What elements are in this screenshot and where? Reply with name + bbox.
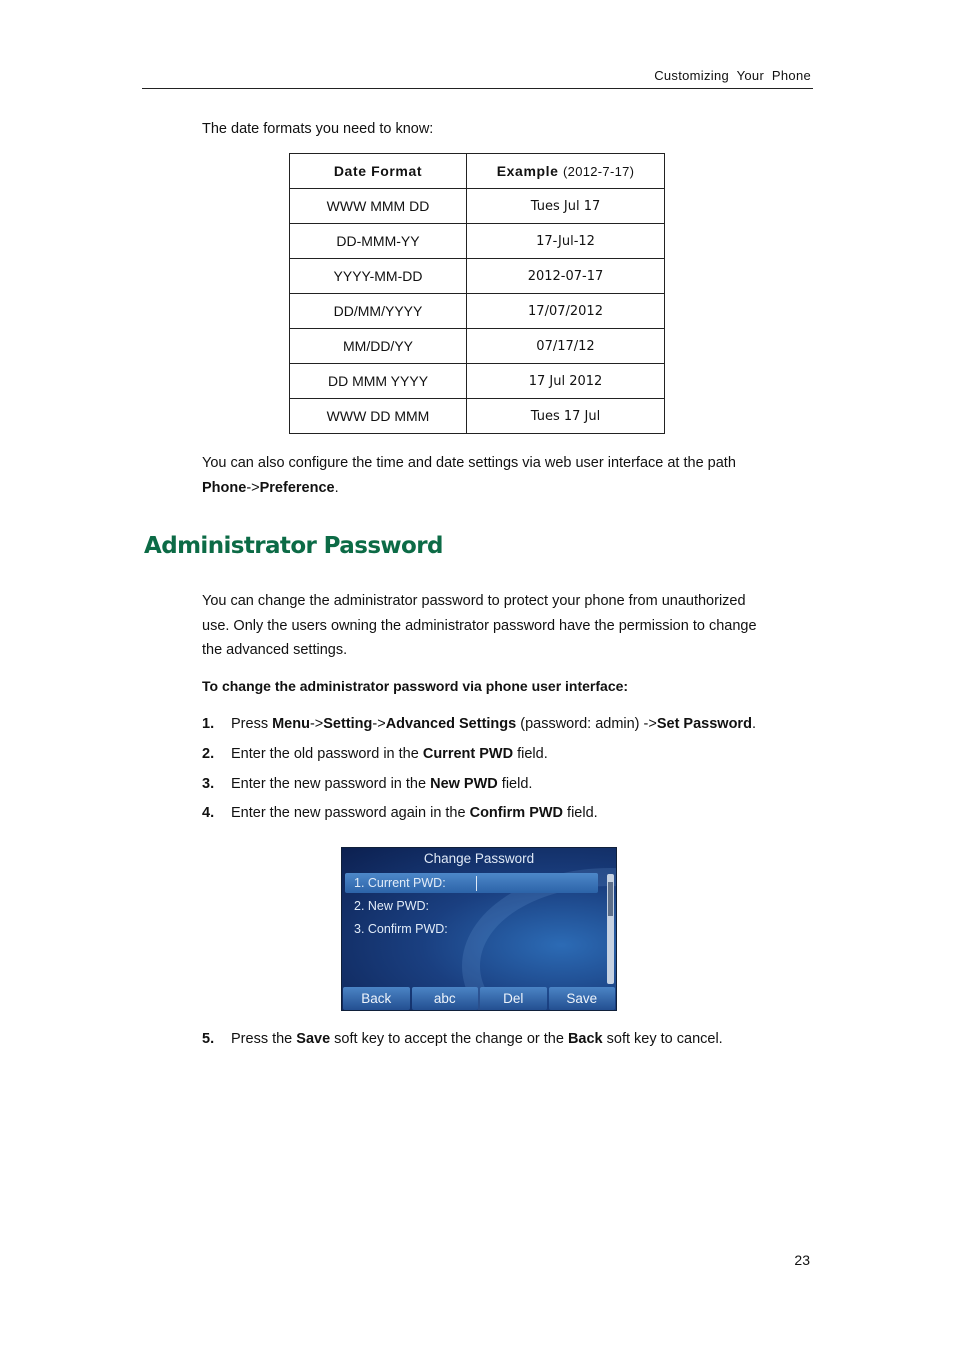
col-header-example <box>467 154 665 189</box>
confirm-pwd-label: 3. Confirm PWD: <box>354 922 448 936</box>
step-number: 2. <box>202 746 215 762</box>
web-ui-path-preference: Preference <box>259 479 335 496</box>
step-arrow: -> <box>372 716 386 732</box>
step-text: Enter the old password in the <box>231 746 423 762</box>
step-item <box>202 1031 723 1047</box>
table-row <box>290 329 665 364</box>
example-cell: Tues 17 Jul <box>467 399 665 434</box>
step-menu: Menu <box>272 716 310 732</box>
table-row <box>290 189 665 224</box>
col-header-example-label: Example <box>496 163 559 179</box>
date-format-cell: DD/MM/YYYY <box>290 294 467 329</box>
step-text: Press the <box>231 1031 297 1047</box>
section-body-line: the advanced settings. <box>202 642 348 658</box>
current-pwd-label: 1. Current PWD: <box>354 876 446 890</box>
col-header-date-format: Date Format <box>290 154 467 189</box>
step-arrow: -> <box>309 716 324 732</box>
step-text: soft key to cancel. <box>602 1031 723 1047</box>
phone-screen <box>341 847 617 1011</box>
step-text: field. <box>563 805 598 821</box>
step-field-name: Confirm PWD <box>469 805 564 821</box>
del-softkey[interactable]: Del <box>480 987 547 1010</box>
back-softkey[interactable]: Back <box>343 987 410 1010</box>
save-softkey[interactable]: Save <box>549 987 616 1010</box>
new-pwd-label: 2. New PWD: <box>354 899 430 913</box>
date-format-cell: DD-MMM-YY <box>290 224 467 259</box>
date-format-cell: WWW DD MMM <box>290 399 467 434</box>
step-text: soft key to accept the change or the <box>330 1031 568 1047</box>
header-title: Customizing Your Phone <box>654 68 811 83</box>
step-field-name: New PWD <box>430 776 498 792</box>
step-set-password: Set Password <box>656 716 752 732</box>
intro-text: The date formats you need to know: <box>202 121 434 137</box>
current-pwd-field[interactable] <box>345 873 598 893</box>
step-save-key: Save <box>296 1031 331 1047</box>
example-cell: 07/17/12 <box>467 329 665 364</box>
section-body-line: use. Only the users owning the administrator password have the permission to change <box>202 617 757 634</box>
step-number: 4. <box>202 805 215 821</box>
softkey-bar <box>342 987 616 1010</box>
date-format-cell: MM/DD/YY <box>290 329 467 364</box>
text-cursor <box>476 876 477 891</box>
date-format-cell: DD MMM YYYY <box>290 364 467 399</box>
example-cell: 2012-07-17 <box>467 259 665 294</box>
web-ui-path-arrow: -> <box>246 479 260 496</box>
step-number: 1. <box>202 716 215 732</box>
step-field-name: Current PWD <box>422 746 514 762</box>
step-number: 5. <box>202 1031 215 1047</box>
section-body <box>202 589 757 663</box>
example-cell: 17 Jul 2012 <box>467 364 665 399</box>
table-row <box>290 224 665 259</box>
scrollbar-thumb[interactable] <box>608 882 613 916</box>
section-body-line: You can change the administrator password to protect your phone from unauthorized <box>202 593 746 609</box>
step-text: Press <box>231 716 273 732</box>
table-row <box>290 294 665 329</box>
step-number: 3. <box>202 776 215 792</box>
col-header-example-note: (2012-7-17) <box>563 164 635 179</box>
table-row <box>290 364 665 399</box>
step-item <box>202 746 548 762</box>
step-item <box>202 776 532 792</box>
section-title: Administrator Password <box>144 533 443 559</box>
example-cell: Tues Jul 17 <box>467 189 665 224</box>
phone-screen-title: Change Password <box>423 851 535 866</box>
table-row <box>290 399 665 434</box>
header-rule <box>142 88 813 89</box>
step-text: field. <box>497 776 533 792</box>
page-number: 23 <box>794 1252 810 1268</box>
step-back-key: Back <box>567 1031 603 1047</box>
step-text: Enter the new password in the <box>231 776 431 792</box>
date-format-cell: YYYY-MM-DD <box>290 259 467 294</box>
table-header-row <box>290 154 665 189</box>
date-format-cell: WWW MMM DD <box>290 189 467 224</box>
web-ui-period: . <box>334 479 339 496</box>
step-advanced-settings: Advanced Settings <box>385 716 517 732</box>
step-item <box>202 716 756 732</box>
step-item <box>202 805 598 821</box>
web-ui-path-phone: Phone <box>202 479 247 496</box>
step-text: (password: admin) -> <box>516 716 657 732</box>
procedure-heading: To change the administrator password via phone user interface: <box>202 678 629 694</box>
confirm-pwd-field[interactable] <box>345 919 598 939</box>
example-cell: 17/07/2012 <box>467 294 665 329</box>
step-text: Enter the new password again in the <box>231 805 470 821</box>
abc-softkey[interactable]: abc <box>412 987 479 1010</box>
new-pwd-field[interactable] <box>345 896 598 916</box>
step-text: field. <box>513 746 548 762</box>
step-setting: Setting <box>323 716 373 732</box>
web-ui-paragraph <box>202 451 736 500</box>
web-ui-text: You can also configure the time and date settings via web user interface at the path <box>202 455 736 471</box>
scrollbar[interactable] <box>607 874 614 984</box>
date-format-table <box>289 153 665 434</box>
example-cell: 17-Jul-12 <box>467 224 665 259</box>
step-text: . <box>751 716 756 732</box>
table-row <box>290 259 665 294</box>
